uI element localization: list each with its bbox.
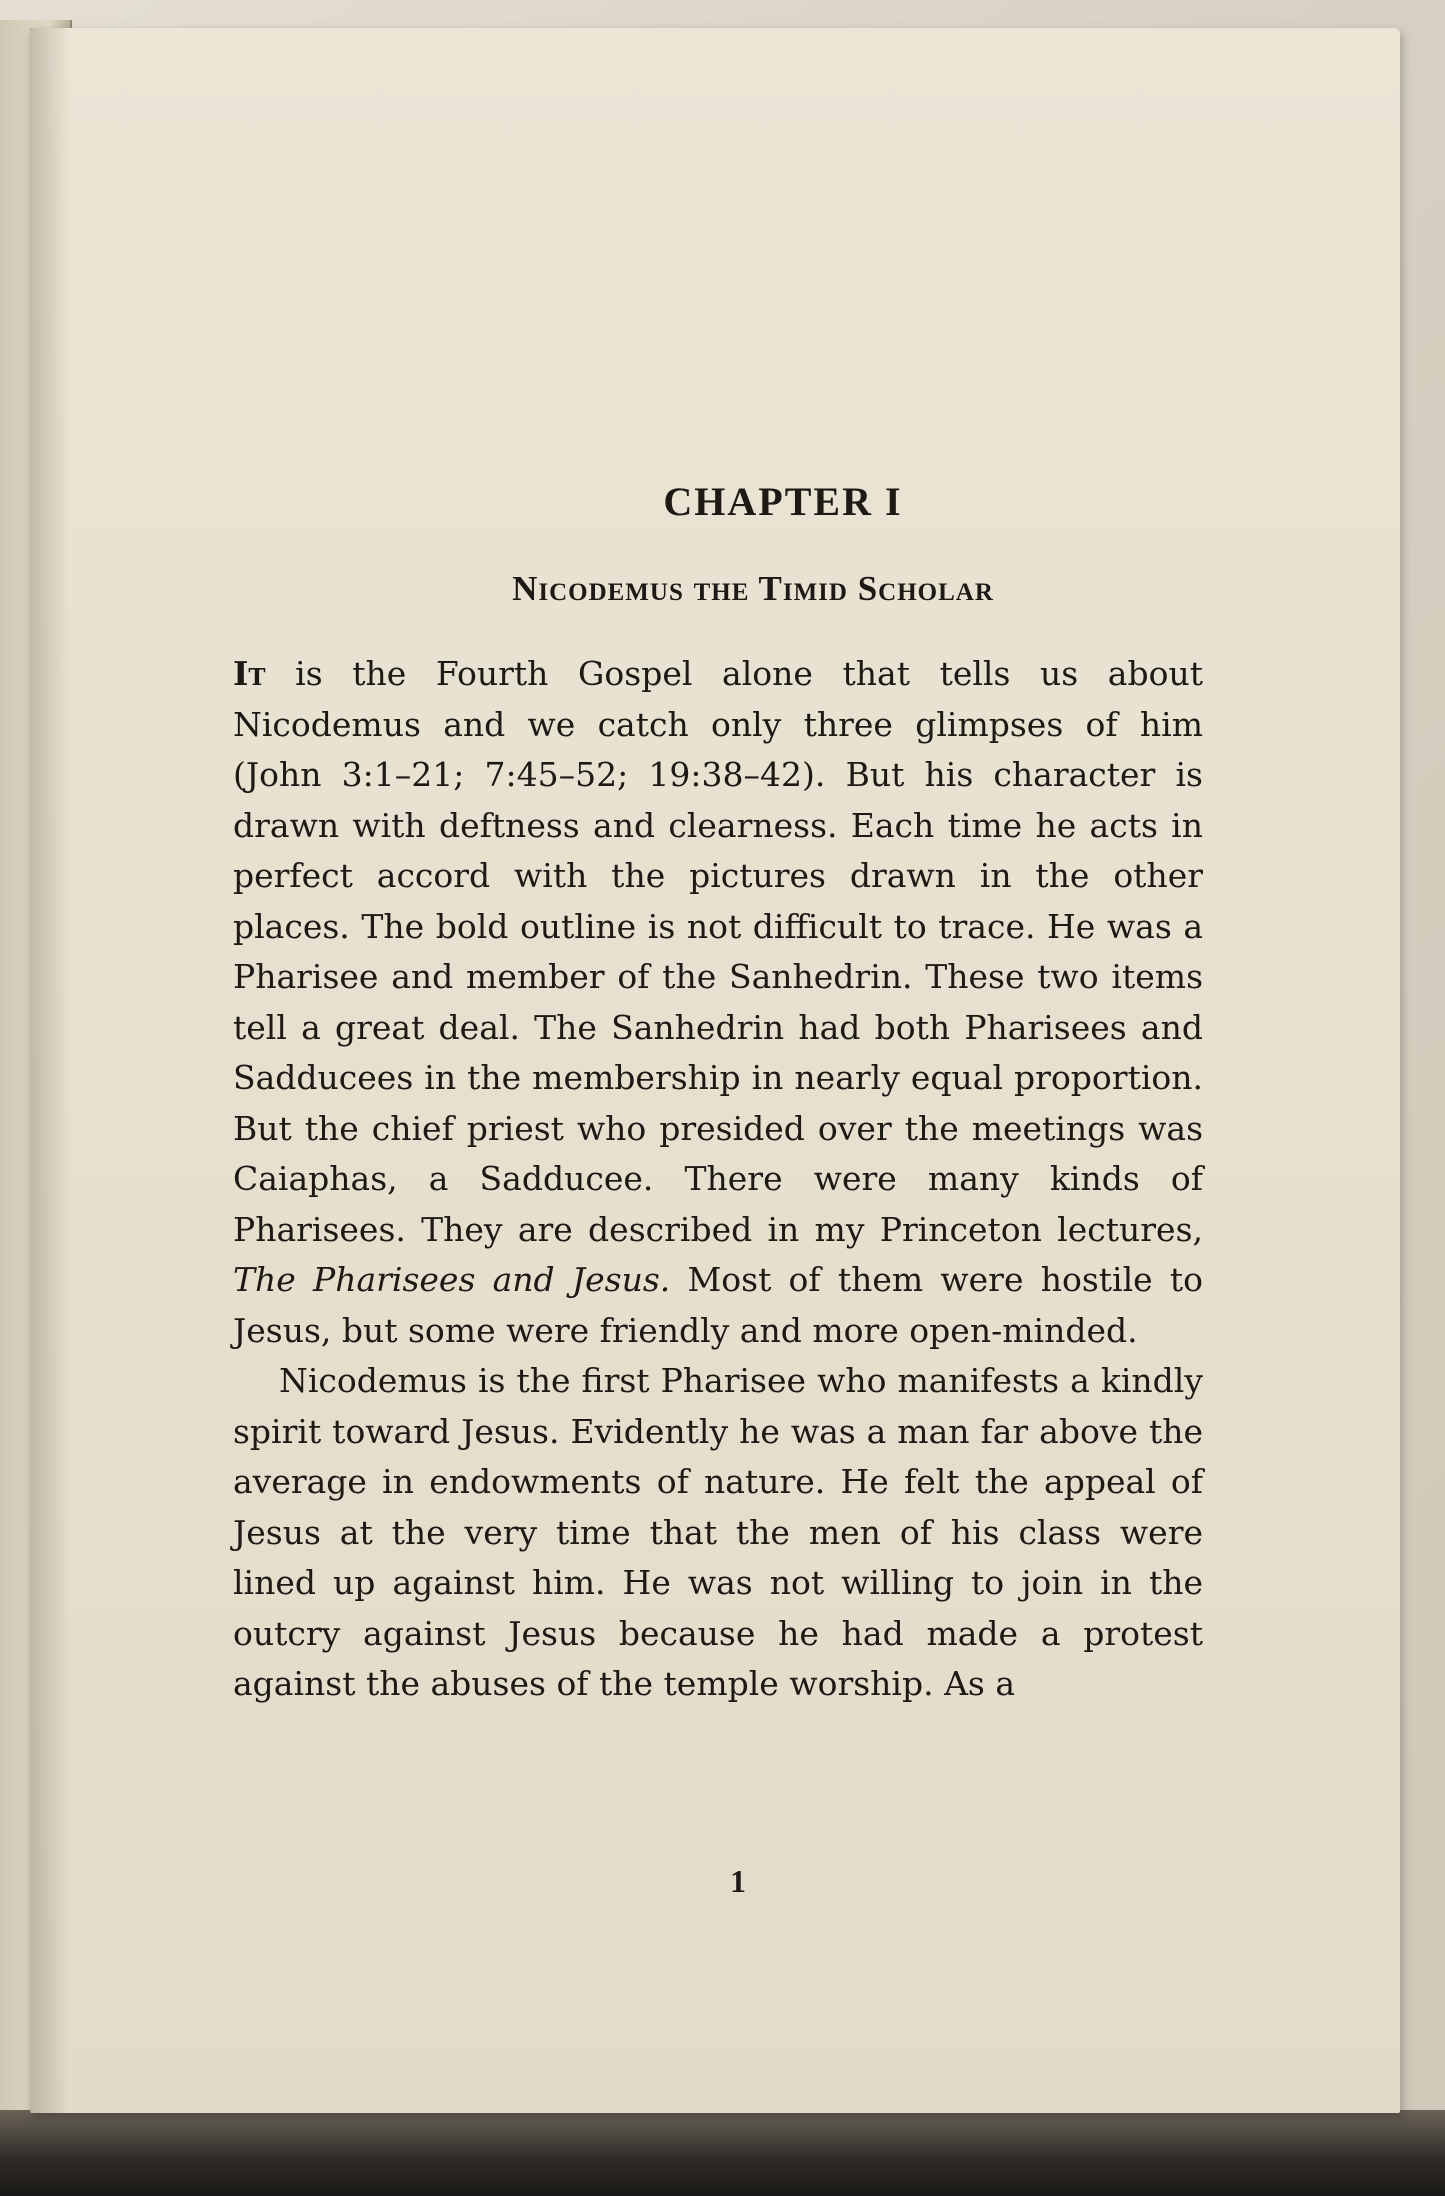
chapter-subtitle: Nicodemus the Timid Scholar: [512, 569, 994, 608]
paragraph-1: [233, 649, 1203, 1356]
book-title-italic: The Pharisees and Jesus.: [233, 1260, 671, 1299]
page-number: 1: [730, 1863, 746, 1899]
bottom-shadow: [0, 2110, 1445, 2196]
paragraph-1-text-end: Most of them were hostile to Jesus, but some were friendly and more open-minded.: [233, 1260, 1204, 1350]
page-text-block: [233, 478, 1204, 1899]
paragraph-2: Nicodemus is the first Pharisee who manifests a kindly spirit toward Jesus. Evidently he was a man far above the average in endowments of nature. He felt the appeal of Jesus at the very time that the men of his class were lined up against him. He was not willing to join in the outcry against Jesus because he had made a protest against the abuses of the temple worship. As a: [233, 1361, 1203, 1703]
book-page: [30, 28, 1400, 2113]
chapter-title: CHAPTER I: [663, 479, 903, 524]
paragraph-lead-word: It: [233, 654, 266, 693]
paragraph-1-text: is the Fourth Gospel alone that tells us about Nicodemus and we catch only three glimpses of him (John 3:1–21; 7:45–52; 19:38–42). But his character is drawn with deftness and clearness. Each time he acts in perfect accord with the pictures drawn in the other places. The bold outline is not difficult to trace. He was a Pharisee and member of the Sanhedrin. These two items tell a great deal. The Sanhedrin had both Pharisees and Sadducees in the membership in nearly equal proportion. But the chief priest who presided over the meetings was Caiaphas, a Sadducee. There were many kinds of Pharisees. They are described in my Princeton lectures,: [233, 654, 1203, 1249]
